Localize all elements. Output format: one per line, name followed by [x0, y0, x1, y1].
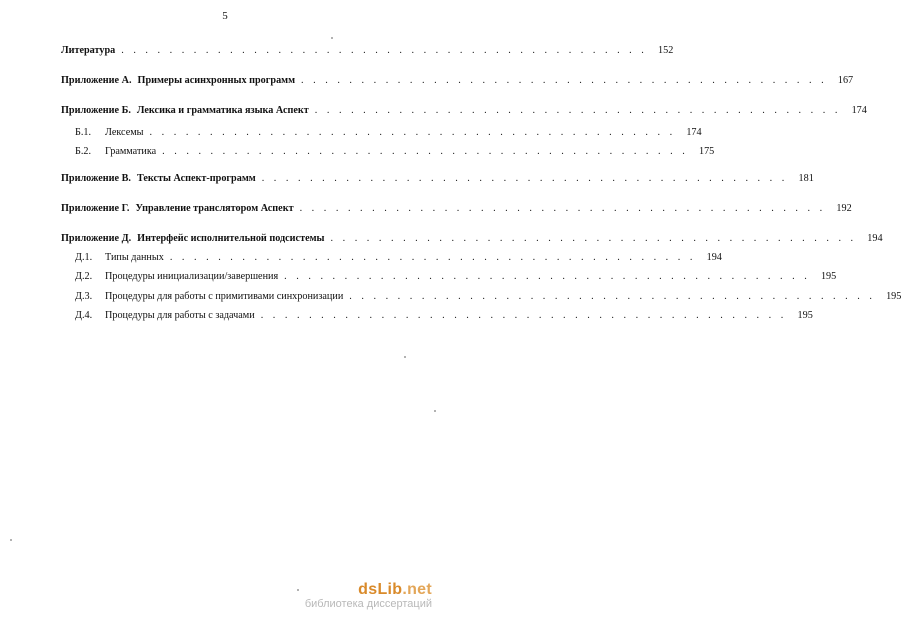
toc-entry-label: [75, 146, 156, 157]
toc-entry-prefix: Д.4.: [75, 310, 93, 321]
toc-entry: [61, 173, 814, 187]
toc-subentry: [75, 127, 702, 141]
scan-speck: [297, 589, 299, 591]
toc-entry: [61, 203, 852, 217]
toc-entry-prefix: Д.2.: [75, 271, 93, 282]
toc-entry-label: [75, 310, 255, 321]
scan-speck: [331, 37, 333, 39]
toc-entry-title: Лексемы: [105, 127, 144, 138]
toc-entry-label: [61, 203, 294, 214]
toc-entry-label: [75, 271, 278, 282]
scan-speck: [434, 410, 436, 412]
dot-leader: . . . . . . . . . . . . . . . . . . . . . . . . . . . . . . . . . . . . . . . . . . . .: [330, 233, 857, 244]
toc-entry-prefix: Приложение Д.: [61, 233, 132, 244]
toc-entry-page: 181: [798, 173, 814, 184]
toc-entry-prefix: Приложение В.: [61, 173, 131, 184]
toc-entry-page: 174: [851, 105, 867, 116]
toc-entry-label: [61, 75, 295, 86]
toc-entry-title: Управление транслятором Аспект: [135, 203, 294, 214]
toc-entry-label: [75, 127, 144, 138]
toc-subentry: [75, 291, 901, 305]
dot-leader: . . . . . . . . . . . . . . . . . . . . . . . . . . . . . . . . . . . . . . . . . . . .: [349, 291, 876, 302]
toc-entry-prefix: Д.3.: [75, 291, 93, 302]
dot-leader: . . . . . . . . . . . . . . . . . . . . . . . . . . . . . . . . . . . . . . . . . . . .: [284, 271, 811, 282]
toc-entry-prefix: Приложение А.: [61, 75, 132, 86]
toc-entry-page: 167: [837, 75, 854, 86]
toc-entry-title: Процедуры инициализации/завершения: [105, 271, 279, 282]
toc-entry: [61, 75, 854, 89]
toc-entry: [61, 45, 674, 59]
dot-leader: . . . . . . . . . . . . . . . . . . . . . . . . . . . . . . . . . . . . . . . . . . . .: [260, 310, 787, 321]
toc-entry: [61, 105, 867, 119]
scan-speck: [10, 539, 12, 541]
toc-entry-page: 195: [797, 310, 813, 321]
toc-entry-title: Грамматика: [105, 146, 157, 157]
toc-entry-page: 195: [886, 291, 901, 302]
toc-entry-prefix: Д.1.: [75, 252, 93, 263]
toc-entry-prefix: Приложение Б.: [61, 105, 131, 116]
toc-entry-title: Примеры асинхронных программ: [137, 75, 296, 86]
toc-entry-label: [61, 233, 325, 244]
toc-entry-title: Интерфейс исполнительной подсистемы: [137, 233, 325, 244]
dot-leader: . . . . . . . . . . . . . . . . . . . . . . . . . . . . . . . . . . . . . . . . . . . .: [261, 173, 788, 184]
toc-entry-label: [61, 105, 309, 116]
toc-entry-page: 152: [658, 45, 674, 56]
toc-entry-label: [75, 291, 343, 302]
toc-entry-title: Типы данных: [105, 252, 164, 263]
toc-entry-label: [75, 252, 164, 263]
toc-subentry: [75, 146, 715, 160]
toc-subentry: [75, 271, 837, 285]
toc-entry-title: Тексты Аспект-программ: [136, 173, 256, 184]
scan-speck: [404, 356, 406, 358]
toc-entry-prefix: Приложение Г.: [61, 203, 130, 214]
watermark-subtitle: библиотека диссертаций: [304, 598, 432, 610]
dot-leader: . . . . . . . . . . . . . . . . . . . . . . . . . . . . . . . . . . . . . . . . . . . .: [314, 105, 841, 116]
toc-entry-prefix: Б.1.: [75, 127, 92, 138]
dot-leader: . . . . . . . . . . . . . . . . . . . . . . . . . . . . . . . . . . . . . . . . . . . .: [299, 203, 826, 214]
watermark-logo-tld: .net: [402, 581, 432, 598]
toc-entry-page: 174: [686, 127, 702, 138]
dot-leader: . . . . . . . . . . . . . . . . . . . . . . . . . . . . . . . . . . . . . . . . . . . .: [162, 146, 689, 157]
toc-entry-prefix: Литература: [61, 45, 116, 56]
watermark-logo: [272, 581, 432, 599]
watermark: [272, 581, 432, 610]
toc-subentry: [75, 252, 722, 266]
toc-subentry: [75, 310, 813, 324]
toc-entry-title: Процедуры для работы с задачами: [105, 310, 255, 321]
watermark-logo-main: dsLib: [358, 581, 403, 598]
dot-leader: . . . . . . . . . . . . . . . . . . . . . . . . . . . . . . . . . . . . . . . . . . . .: [121, 45, 648, 56]
toc-entry-page: 194: [867, 233, 883, 244]
dot-leader: . . . . . . . . . . . . . . . . . . . . . . . . . . . . . . . . . . . . . . . . . . . .: [149, 127, 676, 138]
toc-entry-label: [61, 173, 256, 184]
dot-leader: . . . . . . . . . . . . . . . . . . . . . . . . . . . . . . . . . . . . . . . . . . . .: [301, 75, 828, 86]
toc-entry-prefix: Б.2.: [75, 146, 92, 157]
toc-entry-label: [61, 45, 115, 56]
toc-entry-page: 195: [820, 271, 837, 282]
toc-entry-title: Процедуры для работы с примитивами синхронизации: [105, 291, 344, 302]
toc-entry-title: Лексика и грамматика языка Аспект: [136, 105, 309, 116]
toc-entry-page: 194: [706, 252, 722, 263]
toc-entry-page: 192: [836, 203, 852, 214]
toc-entry-page: 175: [698, 146, 715, 157]
toc-entry: [61, 233, 883, 247]
dot-leader: . . . . . . . . . . . . . . . . . . . . . . . . . . . . . . . . . . . . . . . . . . . .: [169, 252, 696, 263]
page-number: 5: [222, 10, 228, 22]
